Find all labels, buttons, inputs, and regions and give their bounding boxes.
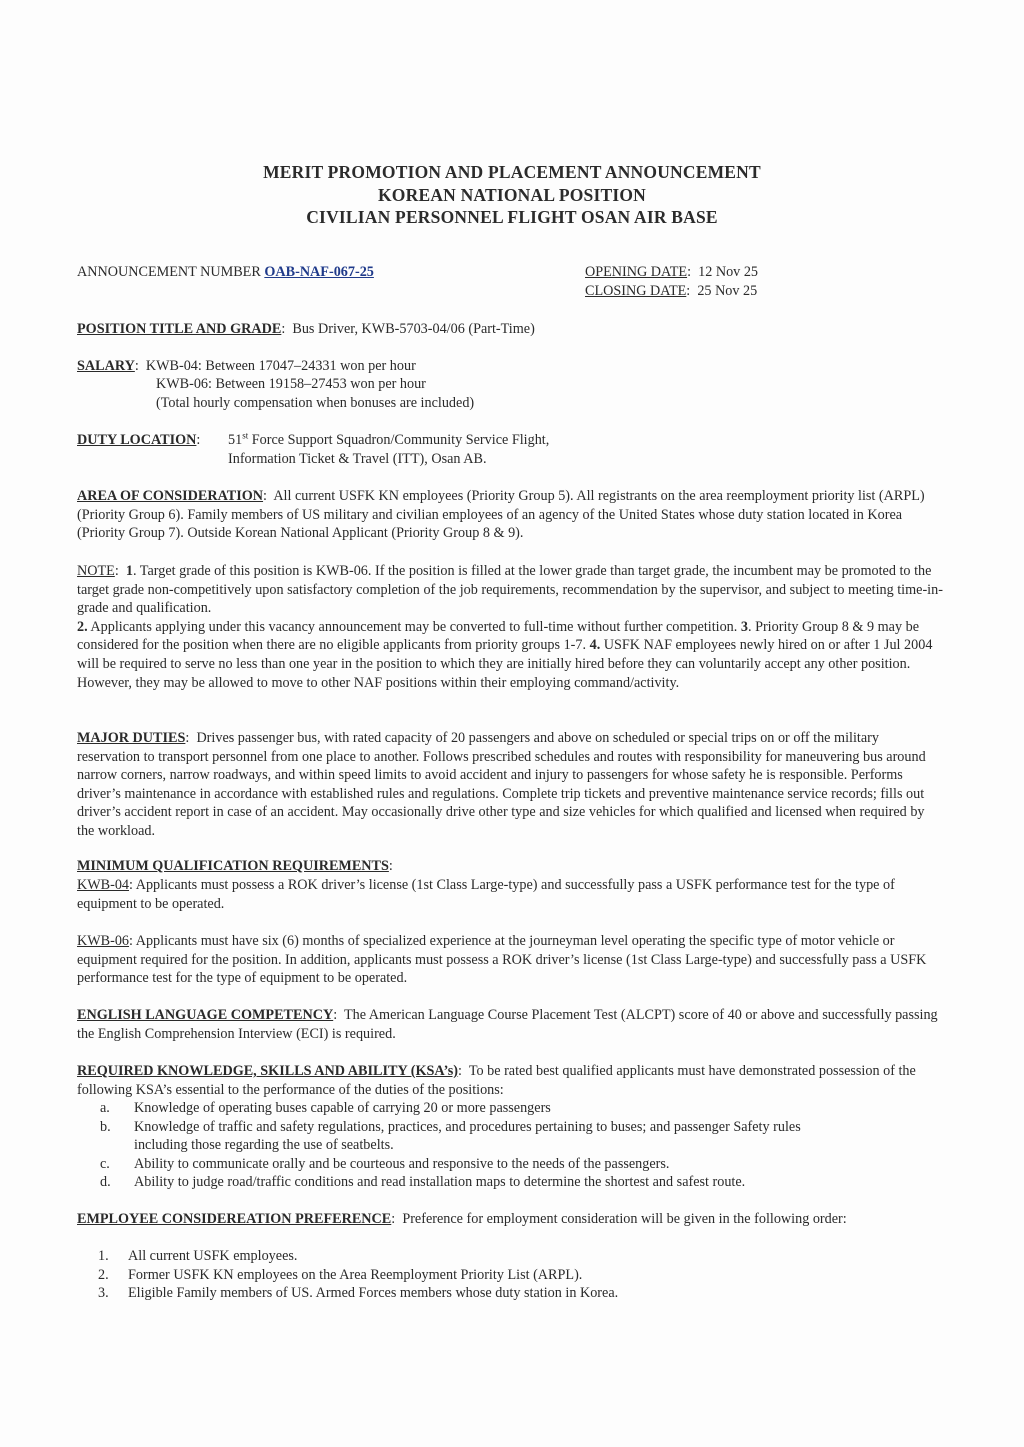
kwb04-text: : Applicants must possess a ROK driver’s license (1st Class Large-type) and successfully pass a USFK performance test for the type of equipment to be operated. [77,877,895,912]
min-qual-label: MINIMUM QUALIFICATION REQUIREMENTS [77,858,389,874]
ksa-list [100,1099,840,1192]
kwb06-text: : Applicants must have six (6) months of specialized experience at the journeyman level operating the specific type of motor vehicle or equipment required for the position. In addition, applicants must possess a ROK driver’s license (1st Class Large-type) and successfully pass a USFK performance test for the type of equipment to be operated. [77,933,927,987]
announcement-number-link[interactable]: OAB-NAF-067-25 [264,264,374,280]
major-duties: MAJOR DUTIES: Drives passenger bus, with rated capacity of 20 passengers and above on scheduled or special trips on or off the military reservation to transport personnel from one place to another. Follows prescribed schedules and routes with responsibility for maneuvering bus around narrow corners, narrow roadways, and within speed limits to avoid accident and injury to passengers for whose safety he is responsible. Performs driver’s maintenance in accordance with established rules and regulations. Complete trip tickets and preventive maintenance service records; fills out driver’s accident report in case of an accident. May occasionally drive other type and size vehicles for which qualified and licensed when required by the workload. [77,730,926,839]
opening-date-row: OPENING DATE: 12 Nov 25 [585,264,759,280]
min-qual-heading: MINIMUM QUALIFICATION REQUIREMENTS: [77,858,393,874]
preference-text: Preference for employment consideration will be given in the following order: [402,1211,847,1227]
kwb04-label: KWB-04 [77,877,130,893]
duty-location-row: DUTY LOCATION: [77,432,201,448]
closing-date-label: CLOSING DATE [585,283,687,299]
position-title-value: Bus Driver, KWB-5703-04/06 (Part-Time) [292,321,535,337]
area-label: AREA OF CONSIDERATION [77,488,264,504]
opening-date-value: 12 Nov 25 [698,264,759,280]
note-2-text: Applicants applying under this vacancy announcement may be converted to full-time without further competition. [87,618,741,635]
list-item: c. Ability to communicate orally and be courteous and responsive to the needs of the passengers. [100,1155,670,1172]
list-item: 3. Eligible Family members of US. Armed Forces members whose duty station in Korea. [98,1285,619,1302]
area-text: All current USFK KN employees (Priority Group 5). All registrants on the area reemployment priority list (ARPL) (Priority Group 6). Family members of US military and civilian employees of an agency of the United States whose duty station located in Korea (Priority Group 7). Outside Korean National Applicant (Priority Group 8 & 9). [77,488,925,542]
ksa-text: To be rated best qualified applicants must have demonstrated possession of the following KSA’s essential to the performance of the duties of the positions: [77,1063,916,1098]
english-competency: ENGLISH LANGUAGE COMPETENCY: The American Language Course Placement Test (ALCPT) score of 40 or above and successfully passing the English Comprehension Interview (ECI) is required. [77,1007,938,1042]
english-label: ENGLISH LANGUAGE COMPETENCY [77,1007,334,1023]
major-duties-text: Drives passenger bus, with rated capacity of 20 passengers and above on scheduled or special trips on or off the military reservation to transport personnel from one place to another. Follows prescribed schedules and routes with responsibility for maneuvering bus around narrow corners, narrow roadways, and within speed limits to avoid accident and injury to passengers for whose safety he is responsible. Performs driver’s maintenance in accordance with established rules and regulations. Complete trip tickets and preventive maintenance service records; fills out driver’s accident report in case of an accident. May occasionally drive other type and size vehicles for which qualified and licensed when required by the workload. [77,730,926,839]
duty-location-line-1: 51st Force Support Squadron/Community Service Flight, [228,430,550,448]
note-label: NOTE [77,563,115,579]
position-title-label: POSITION TITLE AND GRADE [77,321,282,337]
note-1-text: . Target grade of this position is KWB-06. If the position is filled at the lower grade than target grade, the incumbent may be promoted to the target grade non-competitively upon satisfactory completion of the job requirements, recommendation by the supervisor, and subject to meeting time-in-grade and qualification. [77,563,943,617]
salary-line-2: KWB-06: Between 19158–27453 won per hour [156,376,426,392]
salary-row: SALARY: KWB-04: Between 17047–24331 won per hour [77,358,416,374]
title-line-2: KOREAN NATIONAL POSITION [378,185,646,205]
position-title-row: POSITION TITLE AND GRADE: Bus Driver, KWB-5703-04/06 (Part-Time) [77,321,535,337]
closing-date-value: 25 Nov 25 [697,283,758,299]
duty-location-line-2: Information Ticket & Travel (ITT), Osan AB. [228,451,487,467]
major-duties-label: MAJOR DUTIES [77,730,186,746]
list-item: 1. All current USFK employees. [98,1248,298,1264]
preference-section: EMPLOYEE CONSIDEREATION PREFERENCE: Preference for employment consideration will be given in the following order: [77,1211,847,1227]
note-section: NOTE: 1. Target grade of this position is KWB-06. If the position is filled at the lower grade than target grade, the incumbent may be promoted to the target grade non-competitively upon satisfactory completion of the job requirements, recommendation by the supervisor, and subject to meeting time-in-grade and qualification. 2. Applicants applying under this vacancy announcement may be converted to full-time without further competition. 3. Priority Group 8 & 9 may be considered for the position when there are no eligible applicants from priority groups 1-7. 4. USFK NAF employees newly hired on or after 1 Jul 2004 will be required to serve no less than one year in the position to which they are initially hired before they can voluntarily accept any other position. However, they may be allowed to move to other NAF positions within their employing command/activity. [77,563,943,691]
preference-label: EMPLOYEE CONSIDEREATION PREFERENCE [77,1211,392,1227]
duty-location-label: DUTY LOCATION [77,432,197,448]
kwb06-label: KWB-06 [77,933,130,949]
closing-date-row: CLOSING DATE: 25 Nov 25 [585,283,758,299]
opening-date-label: OPENING DATE [585,264,688,280]
salary-label: SALARY [77,358,135,374]
list-item: a. Knowledge of operating buses capable of carrying 20 or more passengers [100,1100,551,1116]
list-item: b. Knowledge of traffic and safety regulations, practices, and procedures pertaining to buses; and passenger Safety rules including those regarding the use of seatbelts. [100,1118,801,1154]
area-of-consideration: AREA OF CONSIDERATION: All current USFK KN employees (Priority Group 5). All registrants on the area reemployment priority list (ARPL) (Priority Group 6). Family members of US military and civilian employees of an agency of the United States whose duty station located in Korea (Priority Group 7). Outside Korean National Applicant (Priority Group 8 & 9). [77,488,925,542]
english-text: The American Language Course Placement Test (ALCPT) score of 40 or above and successfully passing the English Comprehension Interview (ECI) is required. [77,1007,938,1042]
ksa-label: REQUIRED KNOWLEDGE, SKILLS AND ABILITY (KSA’s) [77,1063,459,1079]
list-item: d. Ability to judge road/traffic conditions and read installation maps to determine the shortest and safest route. [100,1174,746,1191]
list-item: 2. Former USFK KN employees on the Area Reemployment Priority List (ARPL). [98,1266,583,1283]
salary-line-3: (Total hourly compensation when bonuses are included) [156,395,475,411]
min-qual-kwb04 [77,876,947,913]
ksa-section: REQUIRED KNOWLEDGE, SKILLS AND ABILITY (KSA’s): To be rated best qualified applicants must have demonstrated possession of the following KSA’s essential to the performance of the duties of the positions: [77,1063,916,1098]
min-qual-kwb06 [77,932,947,988]
title-line-3: CIVILIAN PERSONNEL FLIGHT OSAN AIR BASE [306,207,718,227]
announcement-number-label: ANNOUNCEMENT NUMBER [77,264,261,280]
preference-list [98,1247,858,1303]
title-line-1: MERIT PROMOTION AND PLACEMENT ANNOUNCEMENT [263,162,761,182]
salary-line-1: KWB-04: Between 17047–24331 won per hour [145,358,416,374]
note-4-text: USFK NAF employees newly hired on or after 1 Jul 2004 will be required to serve no less than one year in the position to which they are initially hired before they can voluntarily accept any other position. However, they may be allowed to move to other NAF positions within their employing command/activity. [77,637,933,691]
note-3-text: . Priority Group 8 & 9 may be considered for the position when there are no eligible applicants from priority groups 1-7. [77,618,919,654]
announcement-number-row [77,263,374,282]
